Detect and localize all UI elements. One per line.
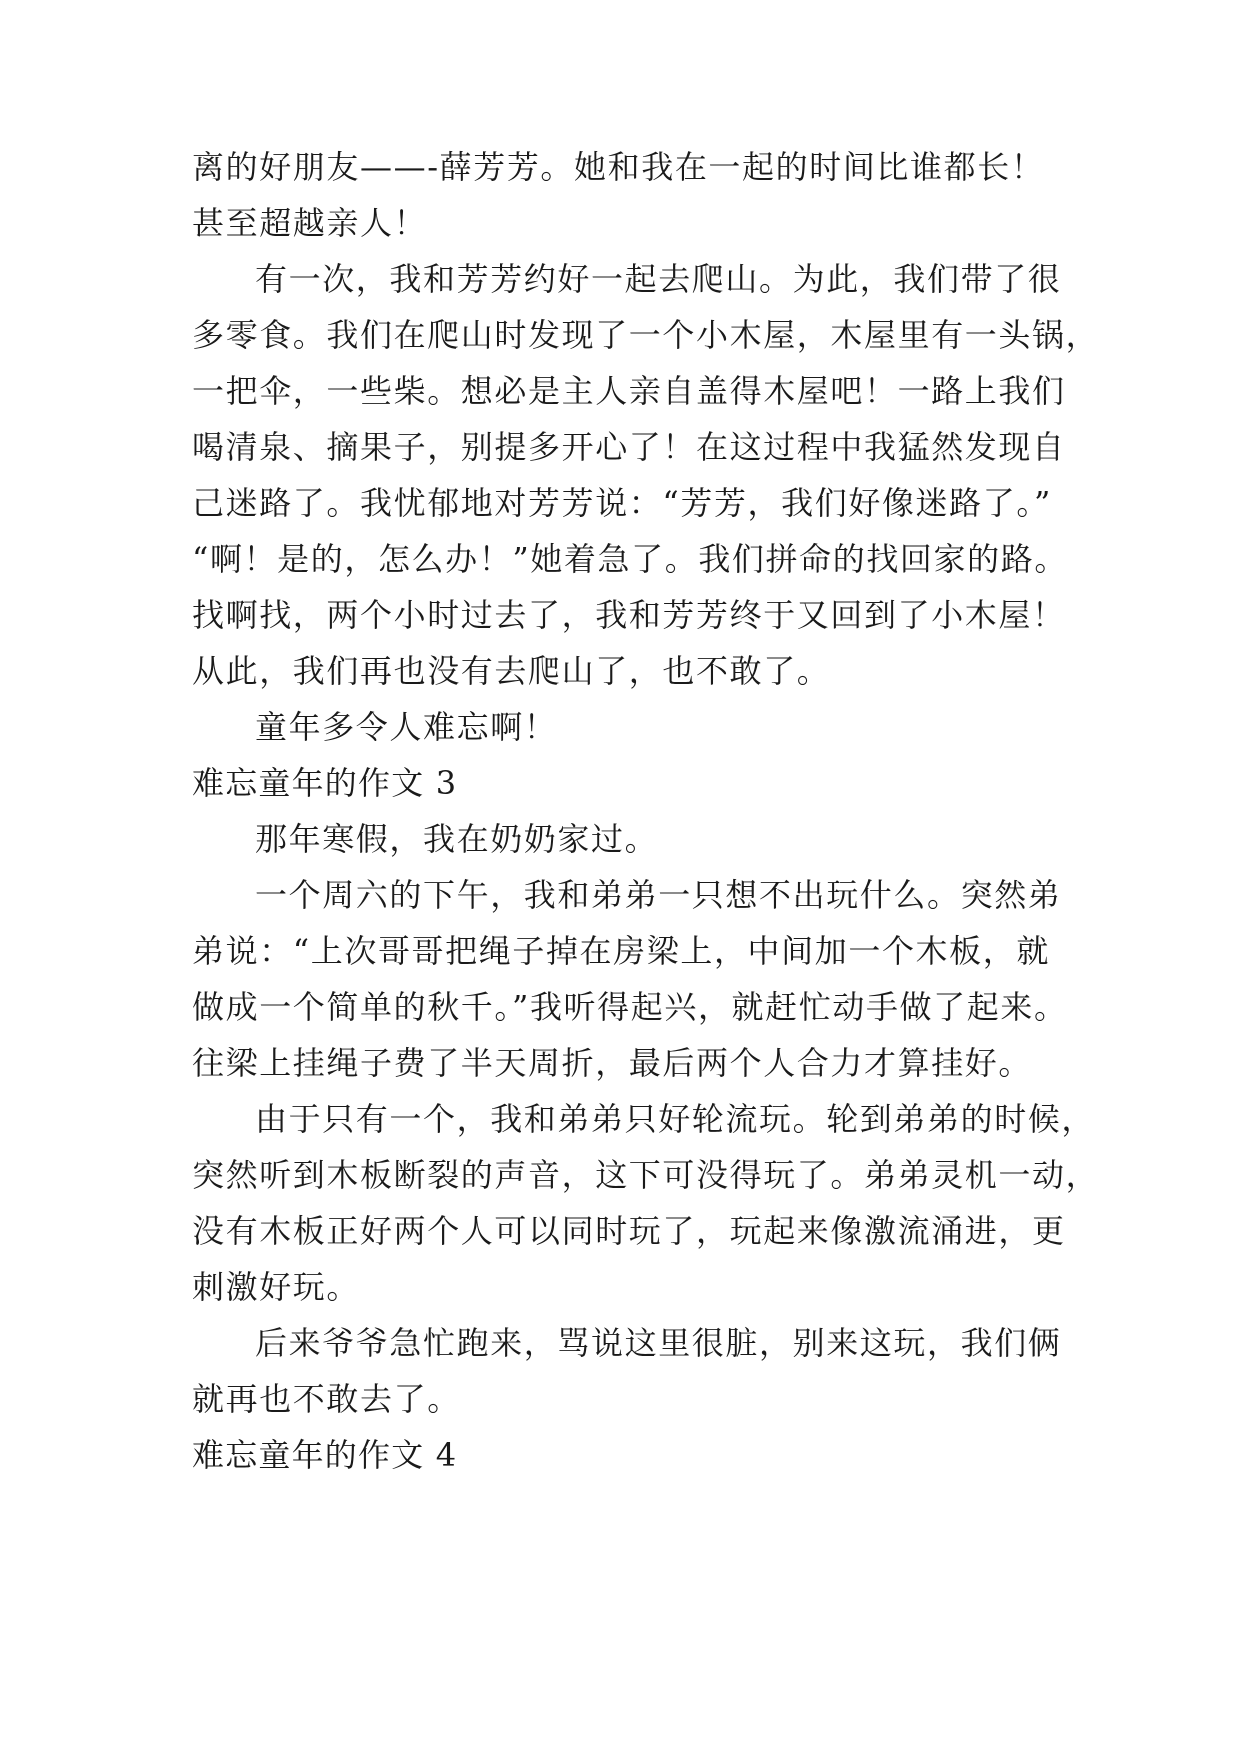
text-line: 一把伞，一些柴。想必是主人亲自盖得木屋吧！一路上我们 [192,372,1066,410]
paragraph-start-line: 由于只有一个，我和弟弟只好轮流玩。轮到弟弟的时候， [255,1100,1096,1138]
text-line: 就再也不敢去了。 [192,1380,461,1418]
text-line: “啊！是的，怎么办！”她着急了。我们拼命的找回家的路。 [192,540,1068,578]
text-line: 己迷路了。我忧郁地对芳芳说：“芳芳，我们好像迷路了。” [192,484,1052,522]
text-line: 喝清泉、摘果子，别提多开心了！在这过程中我猛然发现自 [192,428,1066,466]
text-line: 找啊找，两个小时过去了，我和芳芳终于又回到了小木屋！ [192,596,1066,634]
paragraph-start-line: 那年寒假，我在奶奶家过。 [255,820,659,858]
text-line: 突然听到木板断裂的声音，这下可没得玩了。弟弟灵机一动， [192,1156,1100,1194]
paragraph-start-line: 童年多令人难忘啊！ [255,708,558,746]
text-line: 弟说：“上次哥哥把绳子掉在房梁上，中间加一个木板，就 [192,932,1050,970]
text-line: 没有木板正好两个人可以同时玩了，玩起来像激流涌进，更 [192,1212,1066,1250]
text-line: 做成一个简单的秋千。”我听得起兴，就赶忙动手做了起来。 [192,988,1068,1026]
paragraph-start-line: 一个周六的下午，我和弟弟一只想不出玩什么。突然弟 [255,876,1062,914]
section-heading: 难忘童年的作文 3 [192,764,458,802]
text-line: 多零食。我们在爬山时发现了一个小木屋，木屋里有一头锅， [192,316,1100,354]
text-line: 往梁上挂绳子费了半天周折，最后两个人合力才算挂好。 [192,1044,1033,1082]
section-heading: 难忘童年的作文 4 [192,1436,458,1474]
text-line: 刺激好玩。 [192,1268,361,1306]
text-line: 离的好朋友——-薛芳芳。她和我在一起的时间比谁都长！ [192,148,1045,186]
text-line: 甚至超越亲人！ [192,204,428,242]
paragraph-start-line: 有一次，我和芳芳约好一起去爬山。为此，我们带了很 [255,260,1062,298]
paragraph-start-line: 后来爷爷急忙跑来，骂说这里很脏，别来这玩，我们俩 [255,1324,1062,1362]
text-line: 从此，我们再也没有去爬山了，也不敢了。 [192,652,831,690]
